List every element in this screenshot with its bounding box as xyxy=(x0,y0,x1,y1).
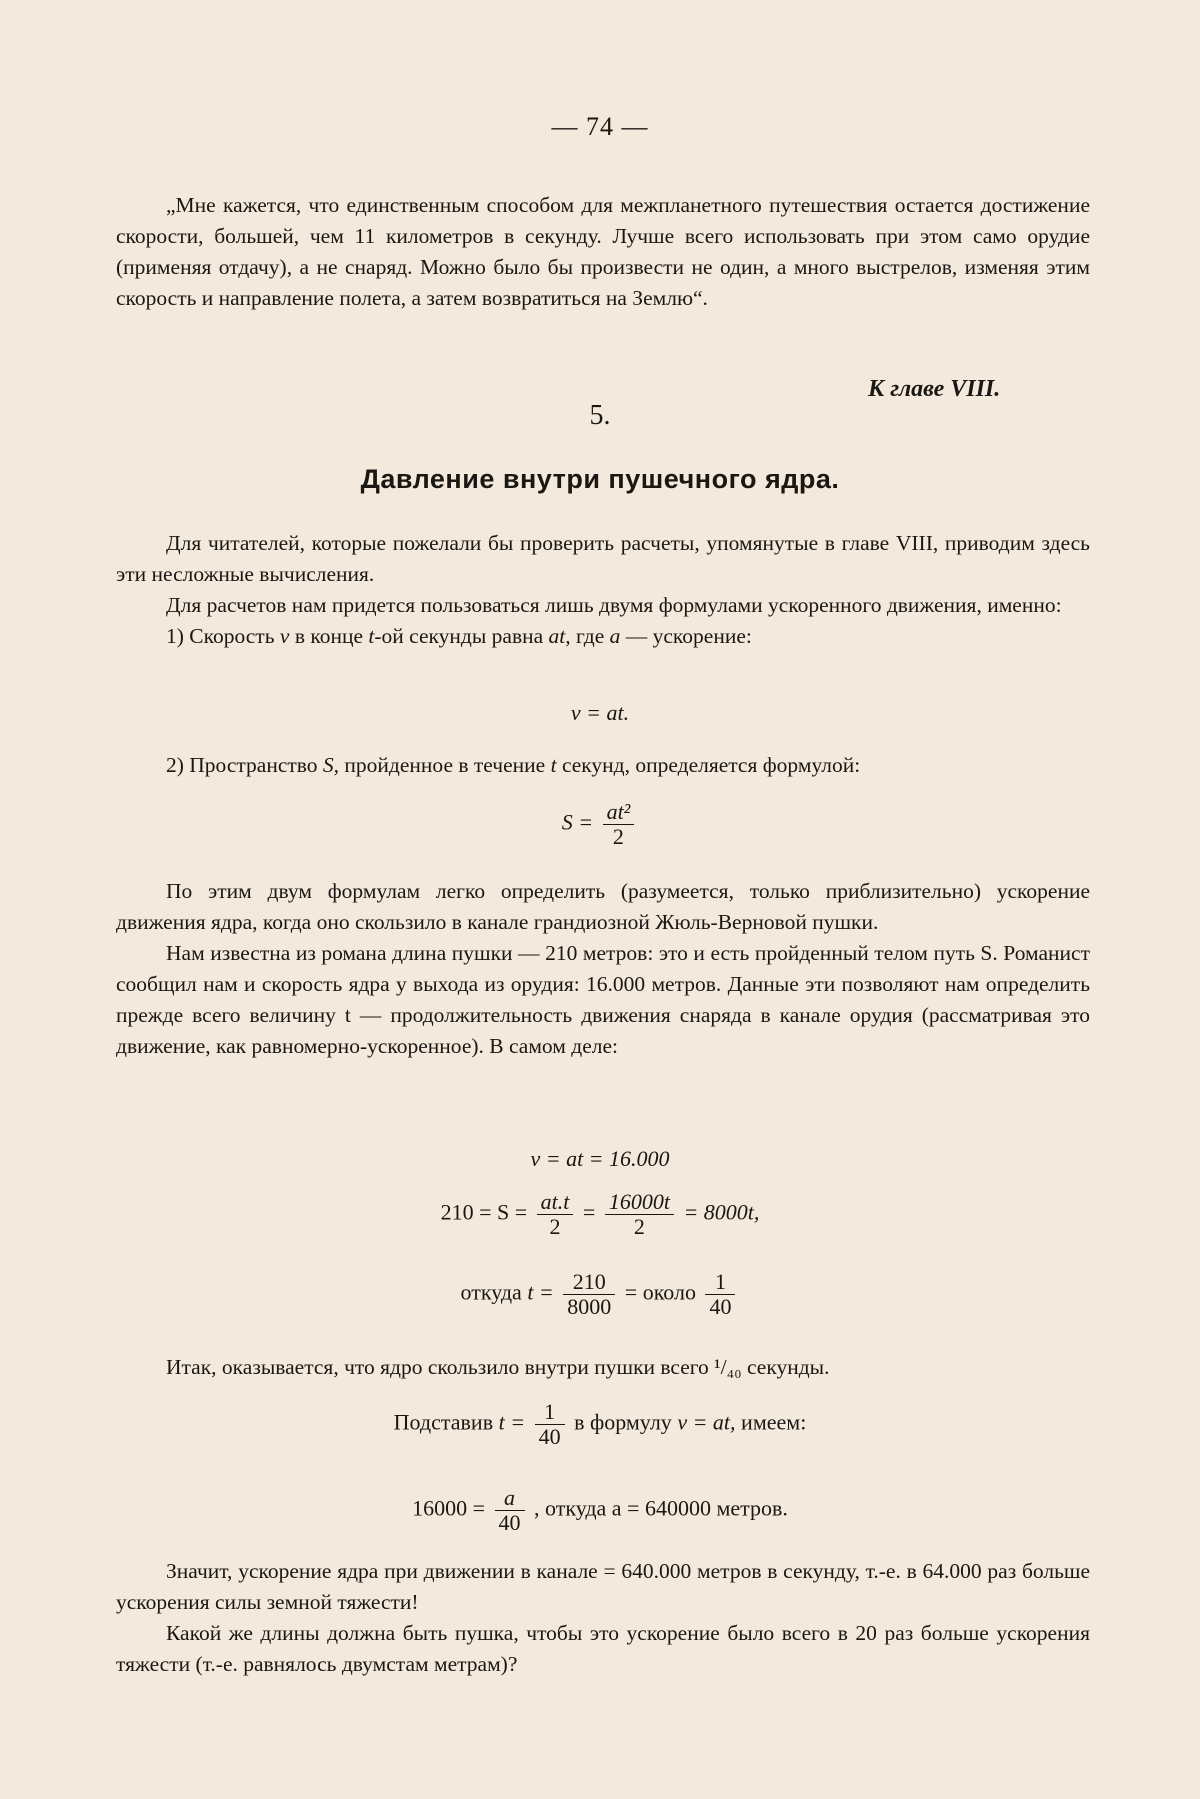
page-number: — 74 — xyxy=(551,112,649,141)
equation-1: v = at = 16.000 xyxy=(530,1146,670,1171)
equation-5: 16000 = $\frac{a}{40}$ , откуда a = 640000 метров. xyxy=(412,1485,788,1536)
formula-velocity: v = at. xyxy=(570,700,630,725)
result-paragraph xyxy=(116,1352,1090,1383)
paragraph-3: По этим двум формулам легко определить (разумеется, только приблизительно) ускорение движения ядра, когда оно скользило в канале грандиозной Жюль-Верновой пушки. xyxy=(116,879,1090,934)
paragraph-7: Какой же длины должна быть пушка, чтобы это ускорение было всего в 20 раз больше ускорения тяжести (т.-е. равнялось двумстам метрам)? xyxy=(116,1621,1090,1676)
section-number: 5. xyxy=(589,400,611,431)
closing-paragraphs xyxy=(116,1556,1090,1680)
fraction: $\frac{a}{40}$ xyxy=(495,1486,525,1535)
equation-2: 210 = S = $\frac{at.t}{2}$ = $\frac{16000t}{2}$ = 8000t, xyxy=(440,1189,760,1240)
fraction: $\frac{1}{40}$ xyxy=(705,1270,735,1319)
formula-item-2-block xyxy=(116,750,1090,781)
fraction: $\frac{at.t}{2}$ xyxy=(537,1190,574,1239)
section-title: Давление внутри пушечного ядра. xyxy=(360,464,840,494)
quote-paragraph xyxy=(116,190,1090,314)
formula-item-2: 2) Пространство S, пройденное в течение t секунд, определяется формулой: xyxy=(166,753,861,777)
formula-distance: S = $\frac{\text{at²}}{2}$ xyxy=(0,800,1200,849)
quote-text: „Мне кажется, что единственным способом для межпланетного путешествия остается достижение скорости, большей, чем 11 километров в секунду. Лучше всего использовать при этом само орудие (применяя отдачу), а не снаряд. Можно было бы произвести не один, а много выстрелов, изменяя этим скорость и направление полета, а затем возвратиться на Землю“. xyxy=(116,193,1090,310)
formula-item-1: 1) Скорость v в конце t-ой секунды равна at, где a — ускорение: xyxy=(166,624,752,648)
fraction: $\frac{16000t}{2}$ xyxy=(605,1190,674,1239)
paragraph-2: Для расчетов нам придется пользоваться лишь двумя формулами ускоренного движения, именно: xyxy=(166,593,1062,617)
paragraph-5: Итак, оказывается, что ядро скользило внутри пушки всего ¹/₄₀ секунды. xyxy=(166,1355,830,1379)
fraction: $\frac{1}{40}$ xyxy=(535,1400,565,1449)
intro-paragraphs xyxy=(116,528,1090,652)
chapter-reference: К главе VIII. xyxy=(868,376,1001,402)
equation-4: Подставив t = $\frac{1}{40}$ в формулу v = at, имеем: xyxy=(393,1399,807,1450)
fraction: $\frac{210}{8000}$ xyxy=(563,1270,615,1319)
equation-3: откуда t = $\frac{210}{8000}$ = около $\frac{1}{40}$ xyxy=(0,1270,1200,1319)
paragraph-1: Для читателей, которые пожелали бы проверить расчеты, упомянутые в главе VIII, приводим здесь эти несложные вычисления. xyxy=(116,531,1090,586)
body-paragraphs xyxy=(116,876,1090,1062)
paragraph-4: Нам известна из романа длина пушки — 210 метров: это и есть пройденный телом путь S. Романист сообщил нам и скорость ядра у выхода из орудия: 16.000 метров. Данные эти позволяют нам определить прежде всего величину t — продолжительность движения снаряда в канале орудия (рассматривая это движение, как равномерно-ускоренное). В самом деле: xyxy=(116,941,1090,1058)
paragraph-6: Значит, ускорение ядра при движении в канале = 640.000 метров в секунду, т.-е. в 64.000 раз больше ускорения силы земной тяжести! xyxy=(116,1559,1090,1614)
fraction: $\frac{\text{at²}}{2}$ xyxy=(603,800,635,849)
